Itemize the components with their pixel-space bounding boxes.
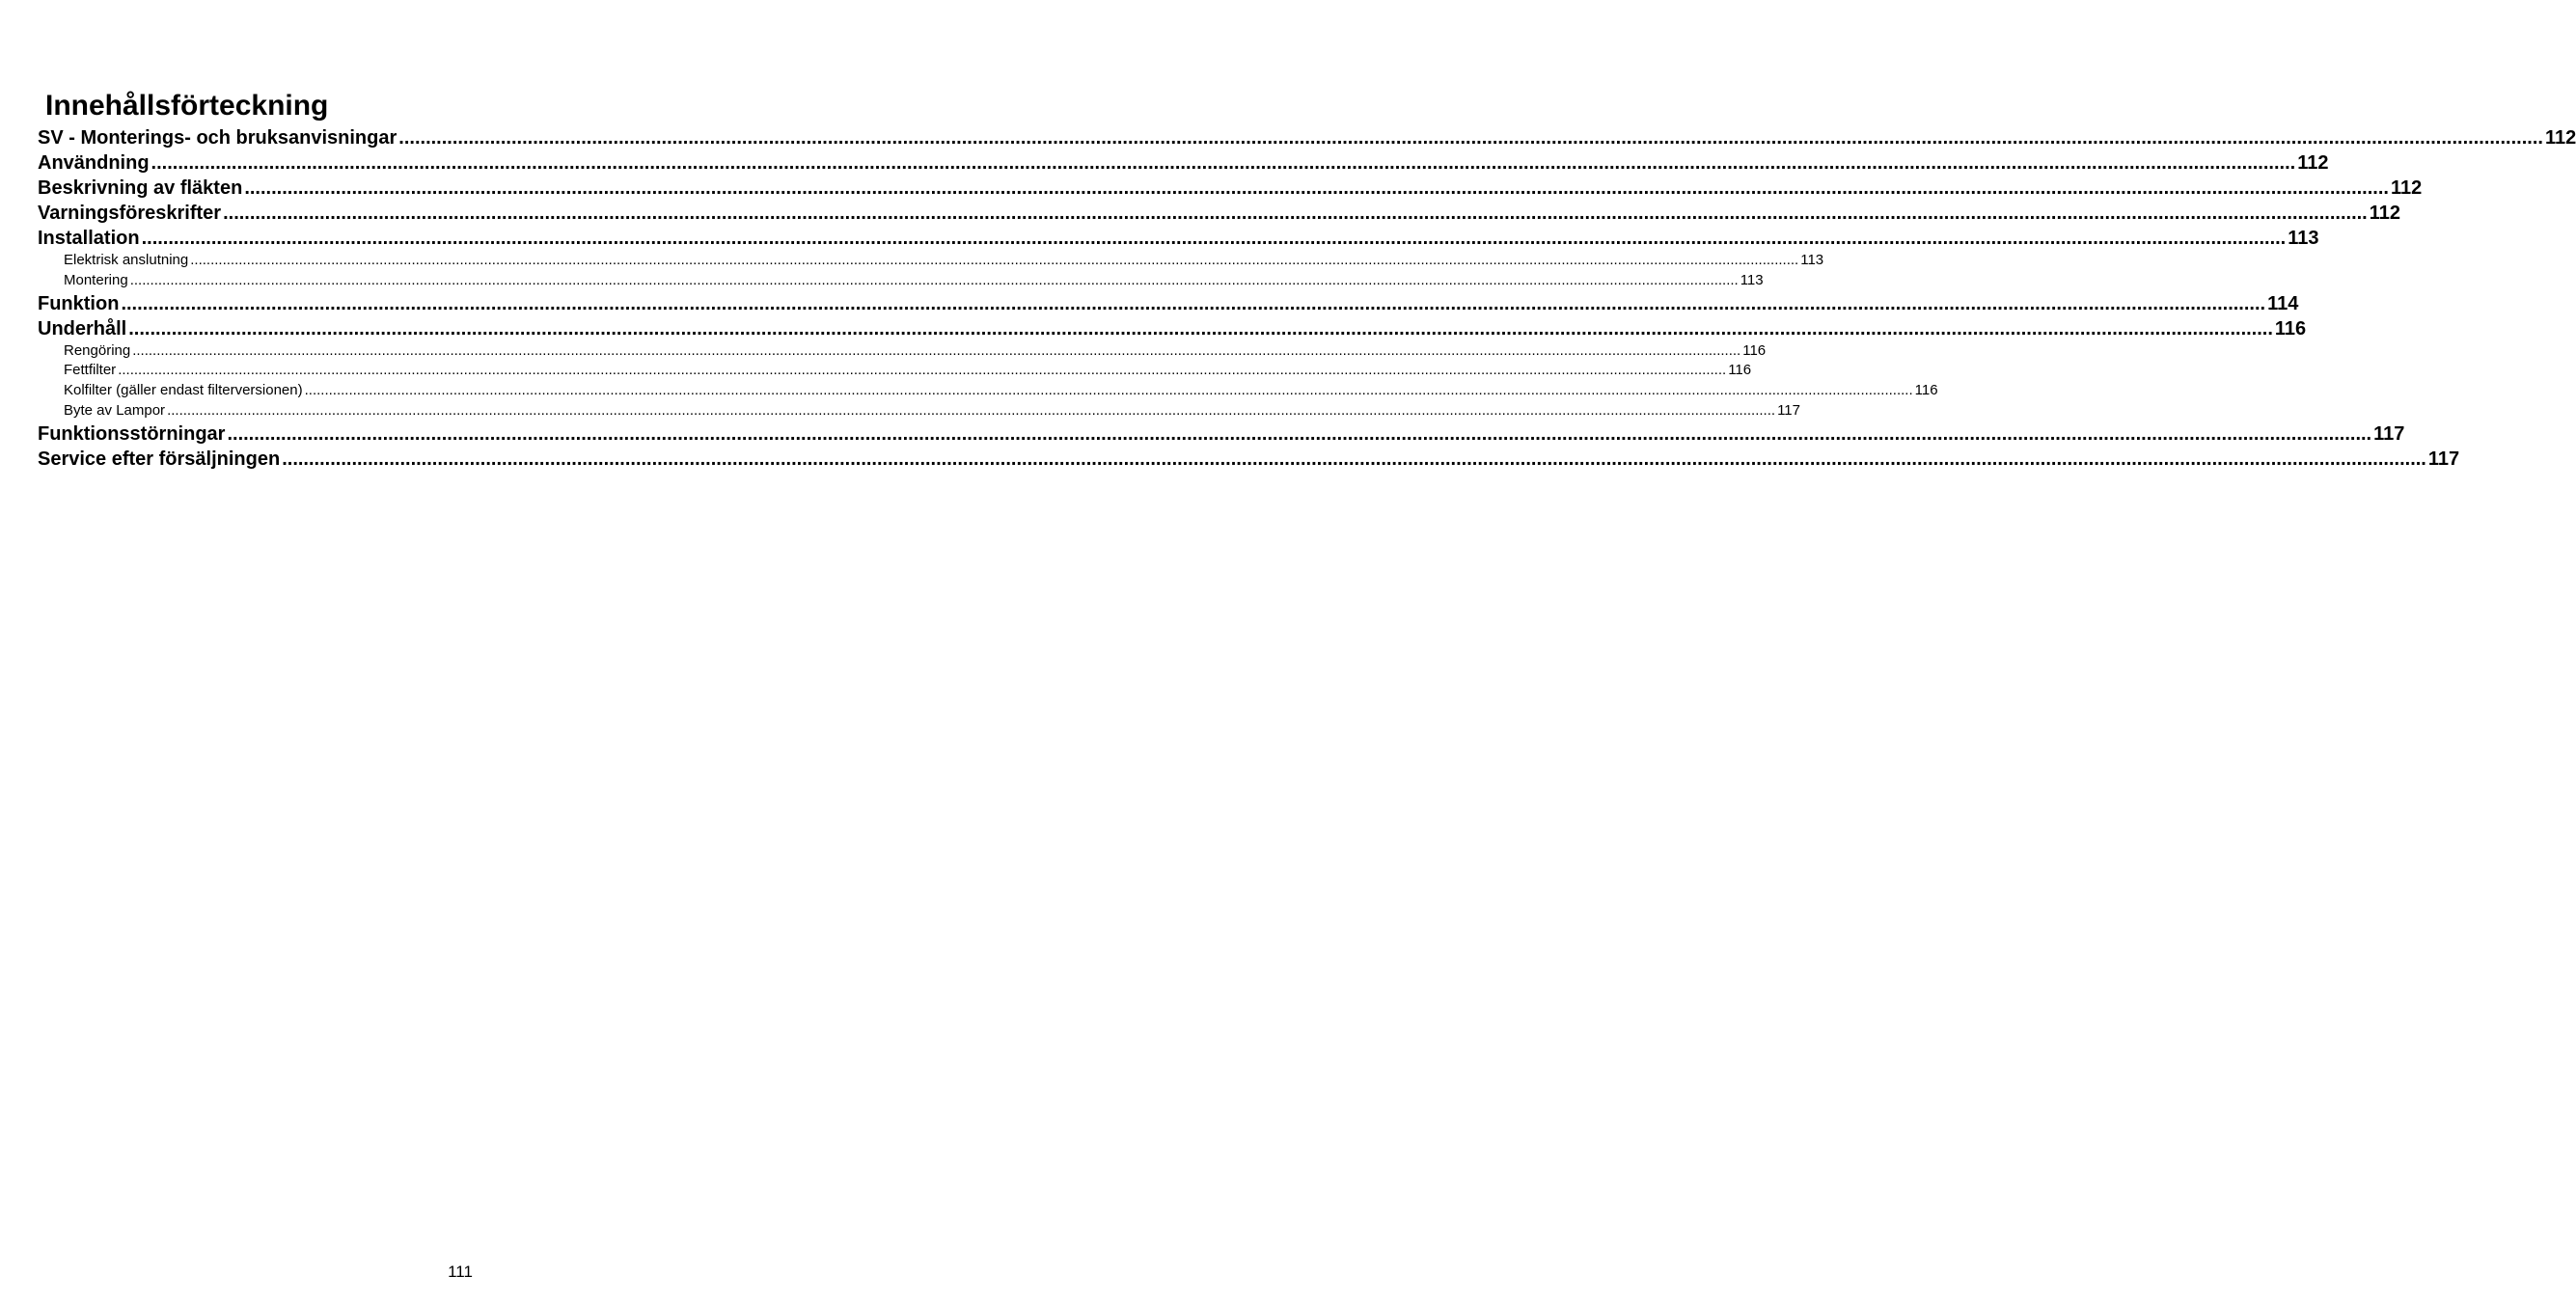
toc-entry-page: 116 — [2274, 317, 2307, 340]
toc-leader-dots: ................................................................................................................................................................................................................................................................................................................................................................................................................ — [223, 203, 2368, 224]
page-title: Innehållsförteckning — [45, 90, 329, 122]
toc-entry[interactable] — [38, 316, 2307, 341]
toc-leader-dots: ................................................................................................................................................................................................................................................................................................................................................................................................................ — [398, 127, 2543, 149]
toc-leader-dots: ................................................................................................................................................................................................................................................................................................................................................................................................................ — [129, 271, 1739, 288]
toc-subentry[interactable] — [38, 251, 1824, 271]
toc-subentry-label: Rengöring — [64, 341, 131, 359]
toc-entry-label: Installation — [38, 228, 140, 249]
toc-entry-page: 112 — [2390, 177, 2423, 199]
toc-subentry[interactable] — [38, 341, 1767, 362]
toc-entry[interactable] — [38, 447, 2460, 472]
toc-leader-dots: ................................................................................................................................................................................................................................................................................................................................................................................................................ — [118, 362, 1727, 379]
toc-subentry-page: 116 — [1914, 382, 1938, 399]
toc-leader-dots: ................................................................................................................................................................................................................................................................................................................................................................................................................ — [132, 341, 1741, 359]
toc-leader-dots: ................................................................................................................................................................................................................................................................................................................................................................................................................ — [167, 401, 1776, 419]
toc-entry-page: 117 — [2373, 422, 2405, 445]
toc-entry-label: Funktion — [38, 292, 120, 314]
toc-entry[interactable] — [38, 150, 2329, 176]
toc-entry-page: 113 — [2288, 228, 2319, 249]
toc-subentry[interactable] — [38, 271, 1764, 291]
toc-subentry[interactable] — [38, 401, 1800, 421]
toc-leader-dots: ................................................................................................................................................................................................................................................................................................................................................................................................................ — [141, 228, 2287, 249]
table-of-contents — [38, 125, 2576, 472]
toc-subentry-label: Elektrisk anslutning — [64, 252, 189, 268]
toc-entry-label: Varningsföreskrifter — [38, 203, 222, 224]
toc-entry-label: Service efter försäljningen — [38, 448, 281, 470]
toc-leader-dots: ................................................................................................................................................................................................................................................................................................................................................................................................................ — [244, 177, 2389, 199]
toc-entry-label: Användning — [38, 152, 150, 174]
toc-entry-page: 112 — [2544, 127, 2576, 149]
toc-entry[interactable] — [38, 291, 2299, 316]
toc-subentry-label: Montering — [64, 271, 128, 288]
toc-leader-dots: ................................................................................................................................................................................................................................................................................................................................................................................................................ — [227, 422, 2372, 445]
toc-subentry[interactable] — [38, 381, 1938, 401]
toc-subentry-page: 116 — [1728, 362, 1752, 379]
toc-entry-label: Funktionsstörningar — [38, 422, 226, 445]
toc-entry-page: 112 — [2369, 203, 2400, 224]
toc-entry[interactable] — [38, 201, 2400, 226]
toc-entry-page: 114 — [2267, 292, 2299, 314]
page-number: 111 — [448, 1263, 473, 1281]
toc-entry[interactable] — [38, 421, 2405, 447]
toc-leader-dots: ................................................................................................................................................................................................................................................................................................................................................................................................................ — [304, 382, 1913, 399]
toc-entry-label: SV - Monterings- och bruksanvisningar — [38, 127, 397, 149]
toc-subentry-page: 113 — [1800, 252, 1824, 268]
toc-subentry-label: Byte av Lampor — [64, 401, 166, 419]
toc-subentry-page: 117 — [1777, 401, 1800, 419]
toc-leader-dots: ................................................................................................................................................................................................................................................................................................................................................................................................................ — [282, 448, 2426, 470]
toc-subentry[interactable] — [38, 361, 1752, 381]
toc-entry[interactable] — [38, 125, 2576, 150]
toc-subentry-page: 116 — [1742, 341, 1767, 359]
toc-subentry-label: Fettfilter — [64, 362, 117, 379]
toc-leader-dots: ................................................................................................................................................................................................................................................................................................................................................................................................................ — [121, 292, 2266, 314]
toc-leader-dots: ................................................................................................................................................................................................................................................................................................................................................................................................................ — [190, 252, 1799, 268]
toc-entry-page: 112 — [2297, 152, 2329, 174]
toc-entry[interactable] — [38, 176, 2423, 201]
toc-entry-page: 117 — [2427, 448, 2460, 470]
toc-entry[interactable] — [38, 226, 2319, 251]
toc-subentry-label: Kolfilter (gäller endast filterversionen) — [64, 382, 303, 399]
toc-entry-label: Beskrivning av fläkten — [38, 177, 243, 199]
toc-subentry-page: 113 — [1740, 271, 1764, 288]
toc-leader-dots: ................................................................................................................................................................................................................................................................................................................................................................................................................ — [151, 152, 2296, 174]
toc-entry-label: Underhåll — [38, 317, 127, 340]
toc-leader-dots: ................................................................................................................................................................................................................................................................................................................................................................................................................ — [128, 317, 2273, 340]
